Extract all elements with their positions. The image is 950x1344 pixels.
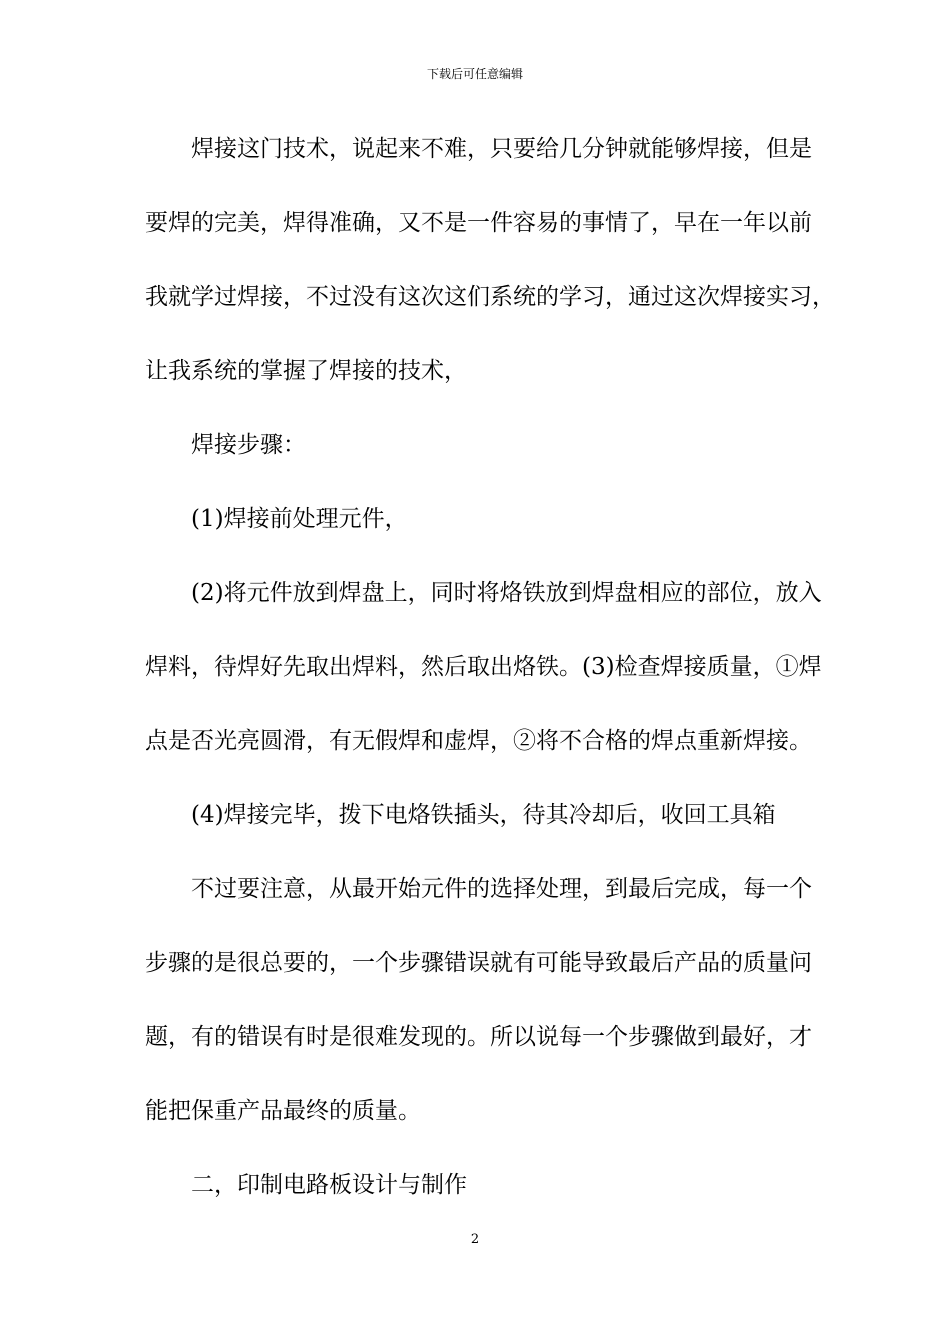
page-number: 2 xyxy=(470,1232,480,1247)
paragraph-line: 焊料，待焊好先取出焊料，然后取出烙铁。(3)检查焊接质量，①焊 xyxy=(145,654,822,680)
paragraph-line: 要焊的完美，焊得准确，又不是一件容易的事情了，早在一年以前 xyxy=(145,210,812,236)
header-note: 下载后可任意编辑 xyxy=(426,67,523,81)
section-heading: 二，印制电路板设计与制作 xyxy=(191,1172,467,1198)
paragraph-line: 我就学过焊接，不过没有这次这们系统的学习，通过这次焊接实习， xyxy=(145,284,835,310)
paragraph-line: 让我系统的掌握了焊接的技术， xyxy=(145,358,467,384)
paragraph-line: 点是否光亮圆滑，有无假焊和虚焊，②将不合格的焊点重新焊接。 xyxy=(145,728,812,754)
document-body xyxy=(145,127,835,1237)
paragraph-line: 不过要注意，从最开始元件的选择处理，到最后完成，每一个 xyxy=(191,876,812,902)
paragraph-line: 题，有的错误有时是很难发现的。所以说每一个步骤做到最好，才 xyxy=(145,1024,812,1050)
section-heading: 焊接步骤： xyxy=(191,432,306,458)
paragraph-line: 焊接这门技术，说起来不难，只要给几分钟就能够焊接，但是 xyxy=(191,136,812,162)
step-item: (4)焊接完毕，拨下电烙铁插头，待其冷却后，收回工具箱 xyxy=(191,802,776,828)
step-item: (1)焊接前处理元件， xyxy=(191,506,408,532)
step-item: (2)将元件放到焊盘上，同时将烙铁放到焊盘相应的部位，放入 xyxy=(191,580,822,606)
paragraph-line: 步骤的是很总要的，一个步骤错误就有可能导致最后产品的质量问 xyxy=(145,950,812,976)
paragraph-line: 能把保重产品最终的质量。 xyxy=(145,1098,421,1124)
